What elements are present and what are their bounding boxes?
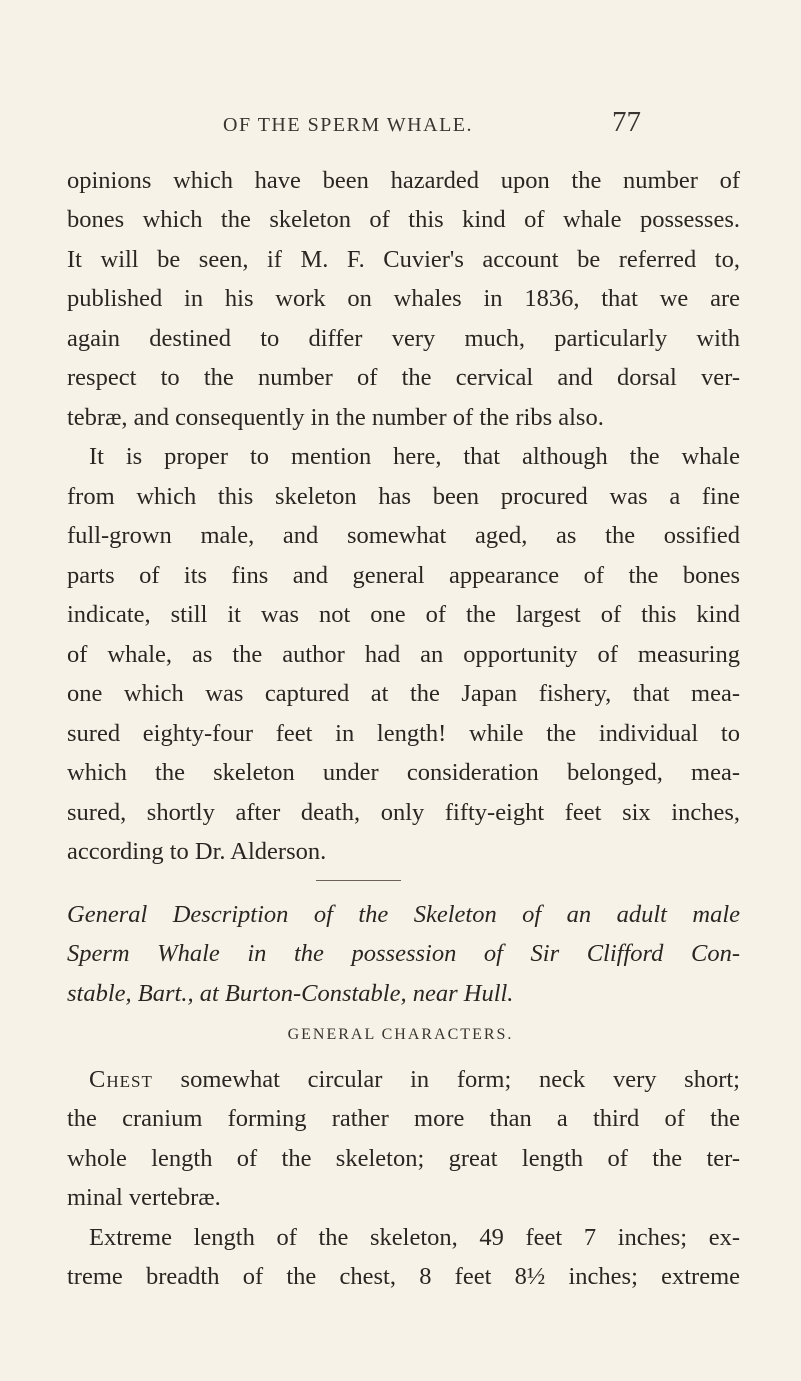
text-line: whole length of the skeleton; great length of the ter- — [67, 1145, 740, 1172]
section-divider — [316, 880, 401, 881]
text-line — [67, 1060, 740, 1100]
text-line: of whale, as the author had an opportunity of measuring — [67, 641, 740, 668]
lead-word: Chest — [89, 1066, 153, 1093]
text-line: parts of its fins and general appearance of the bones — [67, 562, 740, 589]
section-title-line: stable, Bart., at Burton-Constable, near Hull. — [67, 980, 514, 1007]
subsection-title: GENERAL CHARACTERS. — [287, 1026, 514, 1043]
text-line: sured eighty-four feet in length! while the individual to — [67, 720, 740, 747]
text-line: which the skeleton under consideration belonged, mea- — [67, 759, 740, 786]
text-line: one which was captured at the Japan fishery, that mea- — [67, 680, 740, 707]
text-line: It is proper to mention here, that although the whale — [89, 443, 740, 470]
page-number: 77 — [612, 106, 641, 138]
text-line: opinions which have been hazarded upon the number of — [67, 167, 740, 194]
text-line: sured, shortly after death, only fifty-eight feet six inches, — [67, 799, 740, 826]
text-line: respect to the number of the cervical and dorsal ver- — [67, 364, 740, 391]
text-line: treme breadth of the chest, 8 feet 8½ inches; extreme — [67, 1263, 740, 1290]
running-title: OF THE SPERM WHALE. — [223, 114, 474, 136]
text-line: Extreme length of the skeleton, 49 feet 7 inches; ex- — [89, 1224, 740, 1251]
text-line: published in his work on whales in 1836, that we are — [67, 285, 740, 312]
text-line: minal vertebræ. — [67, 1184, 221, 1211]
text-line: indicate, still it was not one of the largest of this kind — [67, 601, 740, 628]
text-line: according to Dr. Alderson. — [67, 838, 327, 865]
text-fragment: somewhat circular in form; neck very short; — [152, 1066, 740, 1093]
text-line: bones which the skeleton of this kind of whale possesses. — [67, 206, 740, 233]
section-title-line: Sperm Whale in the possession of Sir Clifford Con- — [67, 940, 740, 967]
running-head — [0, 106, 801, 144]
text-line: the cranium forming rather more than a third of the — [67, 1105, 740, 1132]
text-line: again destined to differ very much, particularly with — [67, 325, 740, 352]
text-line: It will be seen, if M. F. Cuvier's account be referred to, — [67, 246, 740, 273]
section-title-line: General Description of the Skeleton of an adult male — [67, 901, 740, 928]
text-line: tebræ, and consequently in the number of the ribs also. — [67, 404, 604, 431]
text-line: from which this skeleton has been procured was a fine — [67, 483, 740, 510]
text-line: full-grown male, and somewhat aged, as the ossified — [67, 522, 740, 549]
